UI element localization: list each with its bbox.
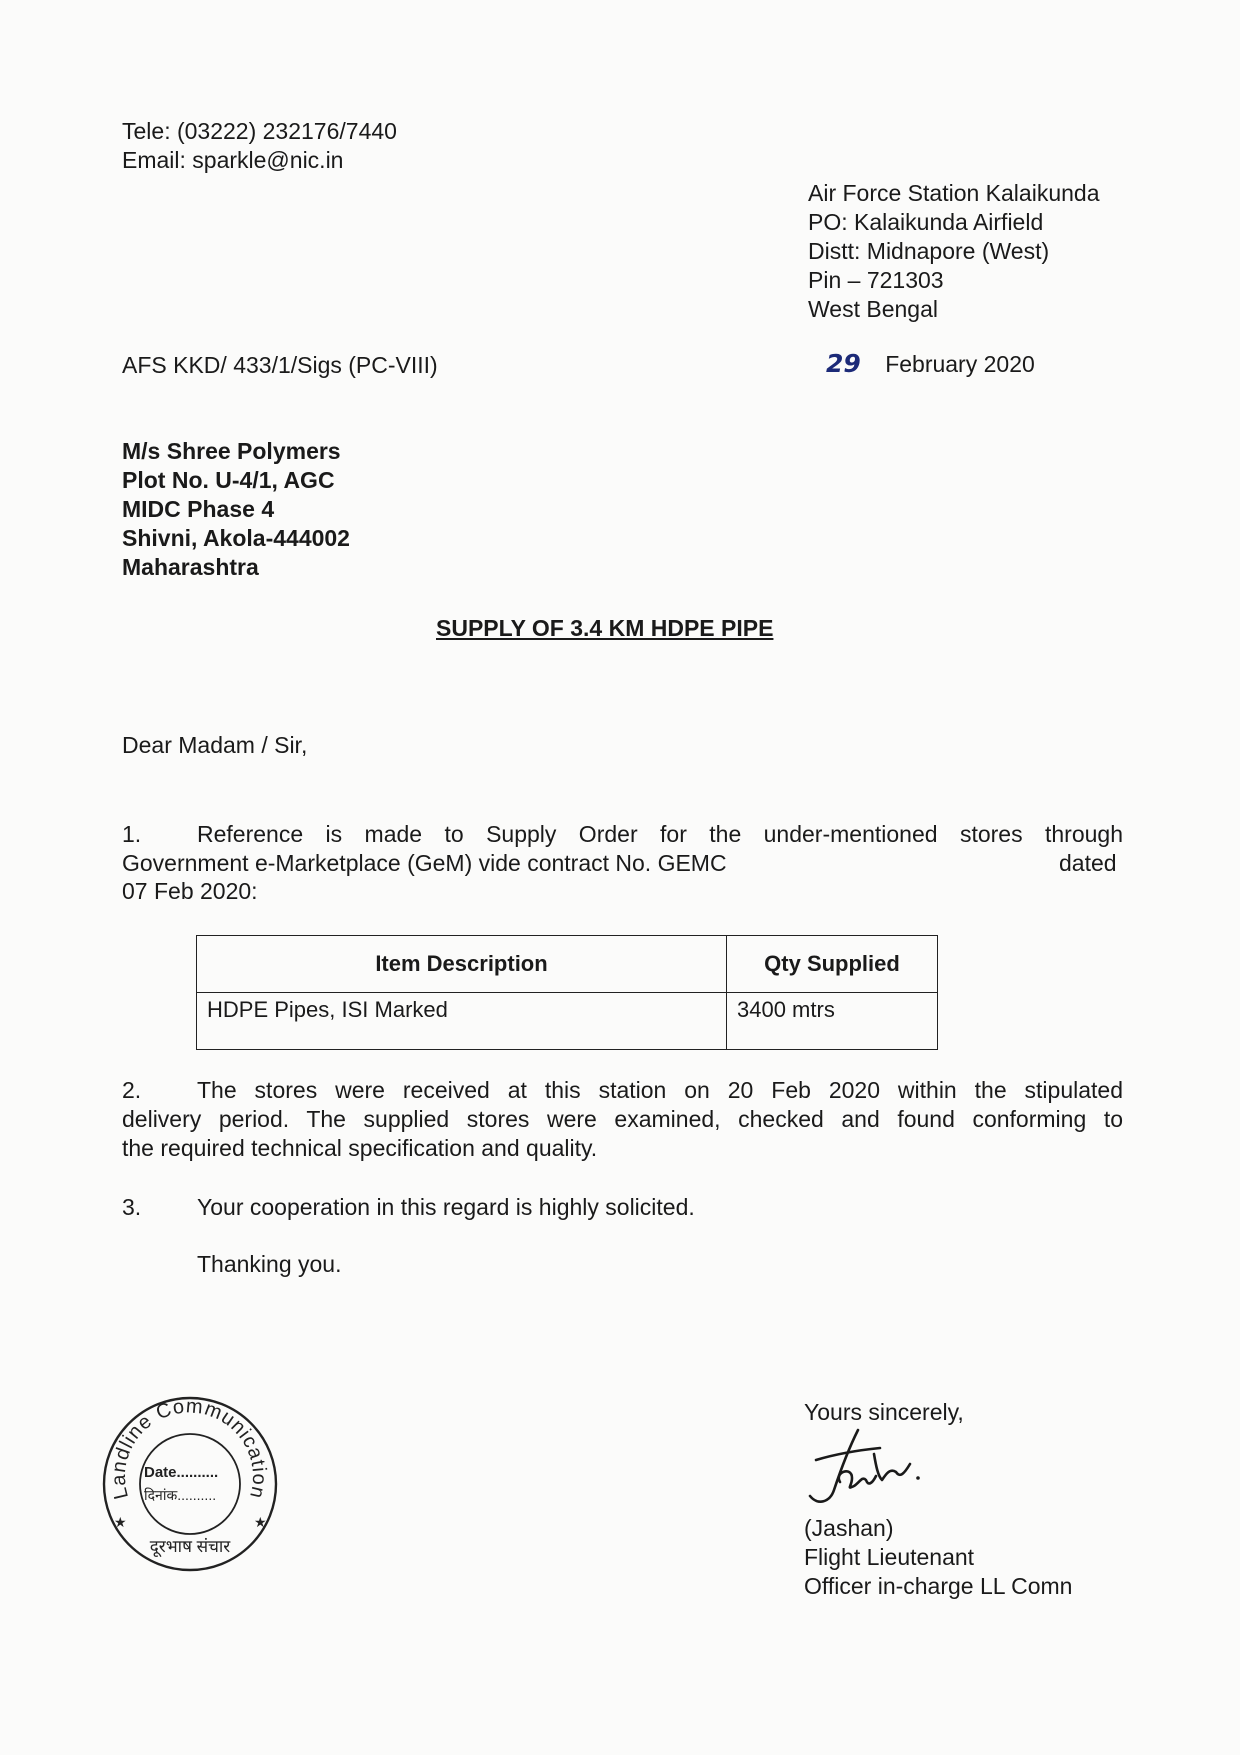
- recipient-line: Plot No. U-4/1, AGC: [122, 467, 335, 493]
- stamp-ring-text: Landline Communication: [107, 1395, 271, 1502]
- stamp-date-hi: दिनांक..........: [144, 1487, 217, 1503]
- address-line: Air Force Station Kalaikunda: [808, 180, 1100, 206]
- contact-block: [122, 117, 397, 175]
- closing-line: Thanking you.: [197, 1251, 342, 1277]
- paragraph-1-line-2: Government e-Marketplace (GeM) vide contract No. GEMC: [122, 850, 727, 876]
- address-line: West Bengal: [808, 296, 938, 322]
- paragraph-1-line-1: Reference is made to Supply Order for the under-mentioned stores through: [197, 821, 1123, 847]
- letter-date: [826, 349, 1035, 379]
- paragraph-2-line-1: The stores were received at this station on 20 Feb 2020 within the stipulated: [197, 1077, 1123, 1103]
- signatory-rank: Flight Lieutenant: [804, 1544, 975, 1570]
- paragraph-2-number: 2.: [122, 1077, 142, 1103]
- item-description-cell: HDPE Pipes, ISI Marked: [197, 993, 727, 1050]
- telephone-line: Tele: (03222) 232176/7440: [122, 118, 397, 144]
- email-line: Email: sparkle@nic.in: [122, 147, 344, 173]
- signatory-name: (Jashan): [804, 1515, 894, 1541]
- stamp-star-icon: ★: [114, 1514, 127, 1530]
- recipient-line: Maharashtra: [122, 554, 259, 580]
- sender-address: [808, 179, 1100, 324]
- paragraph-1-dated: dated: [1059, 850, 1117, 876]
- paragraph-1-line-3: 07 Feb 2020:: [122, 878, 258, 904]
- paragraph-2-line-3: the required technical specification and quality.: [122, 1135, 598, 1161]
- handwritten-signature: [796, 1420, 936, 1512]
- valediction: Yours sincerely,: [804, 1399, 964, 1425]
- date-day-handwritten: 29: [826, 349, 861, 378]
- table-row: [197, 993, 938, 1050]
- address-line: Distt: Midnapore (West): [808, 238, 1050, 264]
- header-item-description: Item Description: [197, 936, 727, 993]
- stamp-bottom-text: दूरभाष संचार: [149, 1537, 231, 1556]
- address-line: Pin – 721303: [808, 267, 944, 293]
- subject-line: SUPPLY OF 3.4 KM HDPE PIPE: [436, 615, 774, 641]
- stamp-date-en: Date..........: [144, 1464, 219, 1481]
- landline-communication-stamp: [98, 1392, 282, 1576]
- recipient-address: [122, 437, 350, 582]
- paragraph-3-number: 3.: [122, 1194, 142, 1220]
- table-header-row: [197, 936, 938, 993]
- header-qty-supplied: Qty Supplied: [727, 936, 938, 993]
- salutation: Dear Madam / Sir,: [122, 732, 308, 758]
- recipient-line: M/s Shree Polymers: [122, 438, 341, 464]
- signatory-designation: Officer in-charge LL Comn: [804, 1573, 1073, 1599]
- paragraph-2-line-2: delivery period. The supplied stores were examined, checked and found conforming to: [122, 1106, 1123, 1132]
- paragraph-1-number: 1.: [122, 821, 142, 847]
- date-month-year: February 2020: [885, 351, 1035, 377]
- recipient-line: Shivni, Akola-444002: [122, 525, 350, 551]
- qty-supplied-cell: 3400 mtrs: [727, 993, 938, 1050]
- stamp-star-icon: ★: [254, 1514, 267, 1530]
- recipient-line: MIDC Phase 4: [122, 496, 275, 522]
- stores-table: [196, 935, 938, 1050]
- reference-number: AFS KKD/ 433/1/Sigs (PC-VIII): [122, 352, 438, 378]
- paragraph-3-text: Your cooperation in this regard is highly solicited.: [197, 1194, 695, 1220]
- address-line: PO: Kalaikunda Airfield: [808, 209, 1044, 235]
